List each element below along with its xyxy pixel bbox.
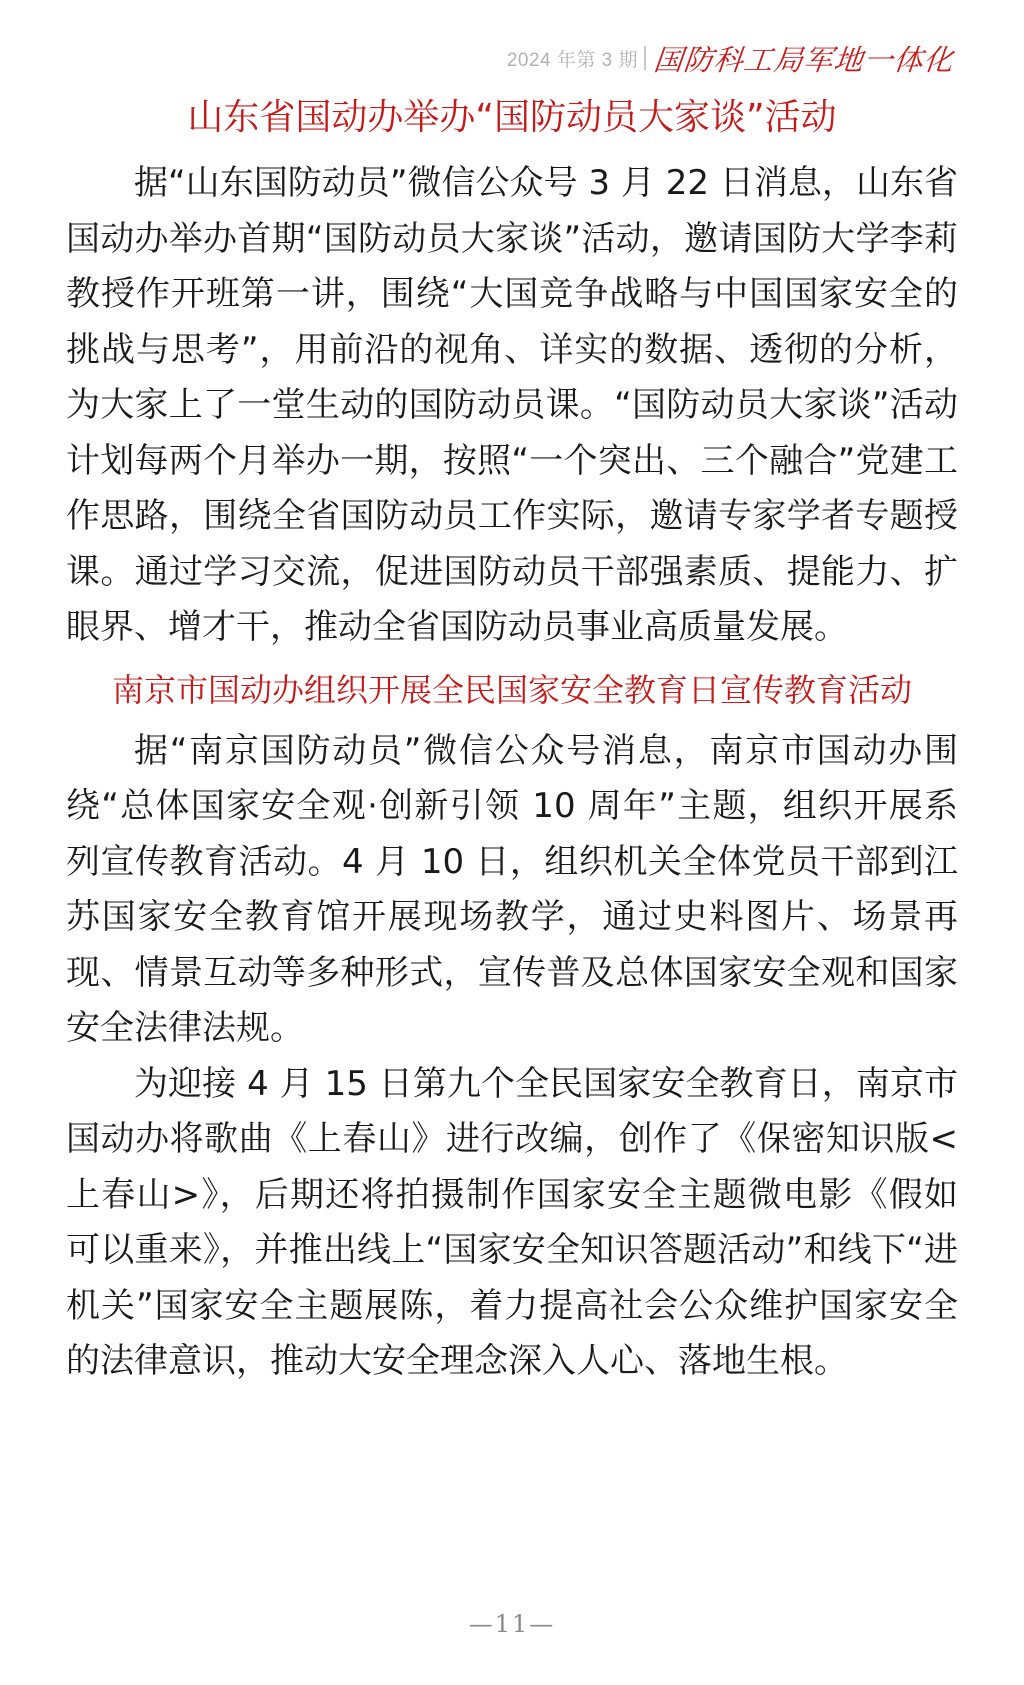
article-paragraph: 据“山东国防动员”微信公众号 3 月 22 日消息，山东省国动办举办首期“国防动员大家谈”活动，邀请国防大学李莉教授作开班第一讲，围绕“大国竞争战略与中国国家安全的挑战与思考”，用前沿的视角、详实的数据、透彻的分析，为大家上了一堂生动的国防动员课。“国防动员大家谈”活动计划每两个月举办一期，按照“一个突出、三个融合”党建工作思路，围绕全省国防动员工作实际，邀请专家学者专题授课。通过学习交流，促进国防动员干部强素质、提能力、扩眼界、增才干，推动全省国防动员事业高质量发展。 (66, 163, 958, 647)
masthead-logo: 国防科工局军地一体化 (652, 42, 956, 77)
article-paragraph: 据“南京国防动员”微信公众号消息，南京市国动办围绕“总体国家安全观·创新引领 10 周年”主题，组织开展系列宣传教育活动。4 月 10 日，组织机关全体党员干部到江苏国家安全教育馆开展现场教学，通过史料图片、场景再现、情景互动等多种形式，宣传普及总体国家安全观和国家安全法律法规。 (66, 730, 958, 1048)
page-header (507, 38, 954, 78)
page-number: —11— (468, 1610, 556, 1638)
article-title: 南京市国动办组织开展全民国家安全教育日宣传教育活动 (111, 670, 912, 709)
article-paragraph: 为迎接 4 月 15 日第九个全民国家安全教育日，南京市国动办将歌曲《上春山》进行改编，创作了《保密知识版<上春山>》，后期还将拍摄制作国家安全主题微电影《假如可以重来》，并推出线上“国家安全知识答题活动”和线下“进机关”国家安全主题展陈，着力提高社会公众维护国家安全的法律意识，推动大安全理念深入人心、落地生根。 (66, 1063, 958, 1381)
page-content (66, 90, 958, 1390)
article-shandong (66, 90, 958, 656)
header-divider (644, 46, 646, 70)
article-title: 山东省国动办举办“国防动员大家谈”活动 (187, 97, 837, 138)
issue-label: 2024 年第 3 期 (506, 49, 638, 71)
article-nanjing (66, 664, 958, 1390)
